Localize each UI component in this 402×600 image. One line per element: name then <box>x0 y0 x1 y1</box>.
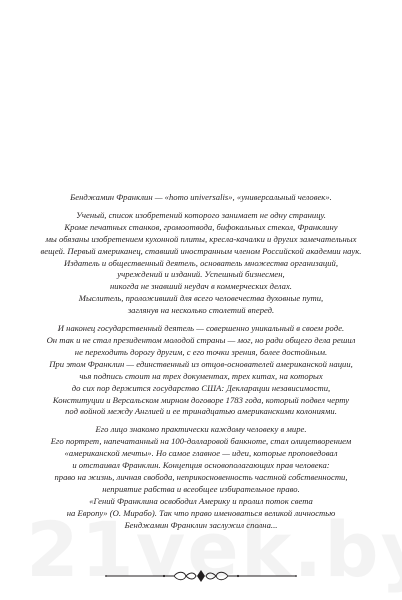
text-line: право на жизнь, личная свобода, неприкосновенность частной собственности, <box>54 471 348 482</box>
text-line: Бенджамин Франклин заслужил сполна... <box>124 519 278 530</box>
text-line: Мыслитель, проложивший для всего человечества духовные пути, <box>78 293 324 304</box>
text-line: мы обязаны изобретением кухонной плиты, кресла-качалки и других замечательных <box>45 233 357 244</box>
text-line: вещей. Первый американец, ставший иностранным членом Российской академии наук. <box>40 245 362 256</box>
text-line: «Гений Франклина освободил Америку и пролил поток света <box>89 495 313 506</box>
text-line: не переходить дорогу другим, с его точки зрения, более достойным. <box>74 346 328 357</box>
text-line: Кроме печатных станков, громоотвода, бифокальных стекол, Франклину <box>64 221 338 232</box>
legacy-paragraph <box>0 424 402 531</box>
text-line: При этом Франклин — единственный из отцов-основателей американской нации, <box>49 358 353 369</box>
text-line: Его портрет, напечатанный на 100-долларовой банкноте, стал олицетворением <box>50 436 352 447</box>
intro-paragraph <box>0 192 402 204</box>
text-line: Ученый, список изобретений которого занимает не одну страницу. <box>76 209 326 220</box>
text-line: до сих пор держится государство США: Декларации независимости, <box>71 382 331 393</box>
text-line: чья подпись стоит на трех документах, трех китах, на которых <box>79 370 323 381</box>
scientist-paragraph <box>0 210 402 317</box>
text-line: Его лицо знакомо практически каждому человеку в мире. <box>95 424 307 435</box>
text-line: на Европу» (О. Мирабо). Так что право именоваться великой личностью <box>66 507 336 518</box>
text-line: Конституции и Версальском мирном договоре 1783 года, который подвел черту <box>52 394 350 405</box>
text-line: Он так и не стал президентом молодой страны — мог, но ради общего дела решил <box>46 334 356 345</box>
text-line: никогда не знавший неудач в коммерческих делах. <box>110 281 292 292</box>
text-line: под войной между Англией и ее тринадцатью американскими колониями. <box>65 406 337 417</box>
text-line: и отстаивал Франклин. Концепция основополагающих прав человека: <box>72 460 330 471</box>
decorative-divider-ornament <box>104 569 298 583</box>
text-line: неприятие рабства и всеобщее избирательное право. <box>102 483 300 494</box>
text-line: Бенджамин Франклин — «homo universalis», «универсальный человек». <box>70 192 332 202</box>
text-line: учреждений и изданий. Успешный бизнесмен, <box>117 269 285 280</box>
text-line: Издатель и общественный деятель, основатель множества организаций, <box>63 257 339 268</box>
text-line: «американской мечты». Но самое главное — идеи, которые проповедовал <box>64 448 338 459</box>
text-line: И наконец государственный деятель — совершенно уникальный в своем роде. <box>57 323 345 334</box>
statesman-paragraph <box>0 323 402 418</box>
text-line: заглянув на несколько столетий вперед. <box>127 305 275 316</box>
